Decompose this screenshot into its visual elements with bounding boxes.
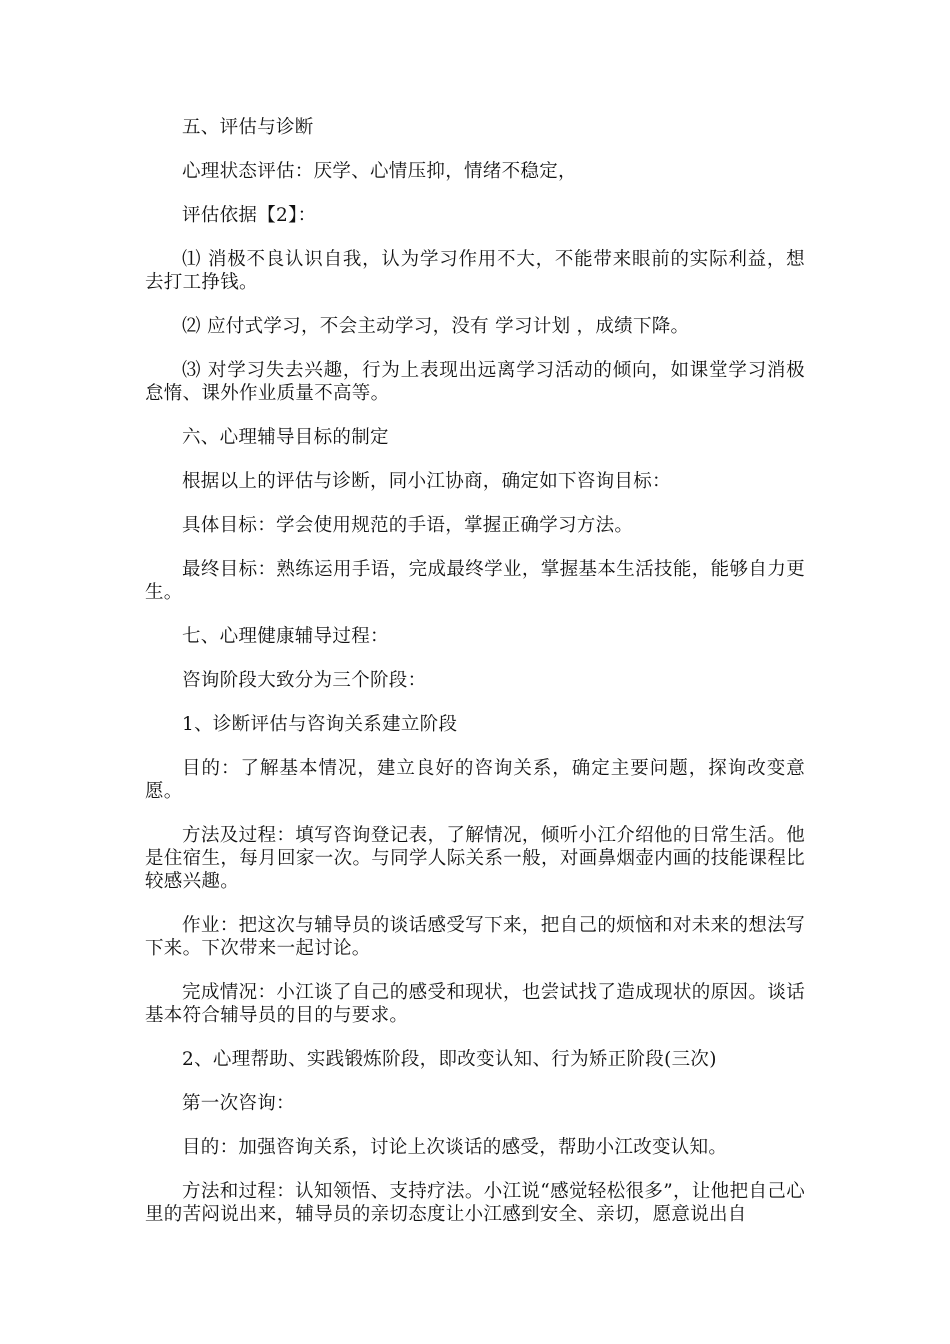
paragraph: 心理状态评估：厌学、心情压抑，情绪不稳定， xyxy=(182,161,577,182)
paragraph: 评估依据【2】： xyxy=(182,205,317,226)
list-item: ⑶ 对学习失去兴趣，行为上表现出远离学习活动的倾向，如课堂学习消极怠惰、课外作业质量不高等。 xyxy=(145,360,805,404)
paragraph: 根据以上的评估与诊断，同小江协商，确定如下咨询目标： xyxy=(182,471,671,492)
paragraph: 具体目标：学会使用规范的手语，掌握正确学习方法。 xyxy=(182,515,634,536)
list-item: ⑵ 应付式学习，不会主动学习，没有 学习计划 ，成绩下降。 xyxy=(182,316,690,337)
section-heading-6: 六、心理辅导目标的制定 xyxy=(182,427,389,448)
paragraph: 方法及过程：填写咨询登记表，了解情况，倾听小江介绍他的日常生活。他是住宿生，每月回家一次。与同学人际关系一般，对画鼻烟壶内画的技能课程比较感兴趣。 xyxy=(145,825,805,892)
paragraph: 作业：把这次与辅导员的谈话感受写下来，把自己的烦恼和对未来的想法写下来。下次带来一起讨论。 xyxy=(145,915,805,959)
subsection-heading-2: 2、心理帮助、实践锻炼阶段，即改变认知、行为矫正阶段(三次) xyxy=(182,1049,717,1070)
section-heading-7: 七、心理健康辅导过程： xyxy=(182,626,389,647)
paragraph: 目的：加强咨询关系，讨论上次谈话的感受，帮助小江改变认知。 xyxy=(182,1137,728,1158)
paragraph: 第一次咨询： xyxy=(182,1093,295,1114)
paragraph: 方法和过程：认知领悟、支持疗法。小江说“感觉轻松很多”，让他把自己心里的苦闷说出来，辅导员的亲切态度让小江感到安全、亲切，愿意说出自 xyxy=(145,1181,805,1225)
subsection-heading-1: 1、诊断评估与咨询关系建立阶段 xyxy=(182,714,458,735)
paragraph: 完成情况：小江谈了自己的感受和现状，也尝试找了造成现状的原因。谈话基本符合辅导员的目的与要求。 xyxy=(145,982,805,1026)
paragraph: 目的：了解基本情况，建立良好的咨询关系，确定主要问题，探询改变意愿。 xyxy=(145,758,805,802)
paragraph: 咨询阶段大致分为三个阶段： xyxy=(182,670,427,691)
document-page xyxy=(145,116,805,1247)
section-heading-5: 五、评估与诊断 xyxy=(182,117,314,138)
paragraph: 最终目标：熟练运用手语，完成最终学业，掌握基本生活技能，能够自力更生。 xyxy=(145,559,805,603)
list-item: ⑴ 消极不良认识自我，认为学习作用不大，不能带来眼前的实际利益，想去打工挣钱。 xyxy=(145,249,805,293)
